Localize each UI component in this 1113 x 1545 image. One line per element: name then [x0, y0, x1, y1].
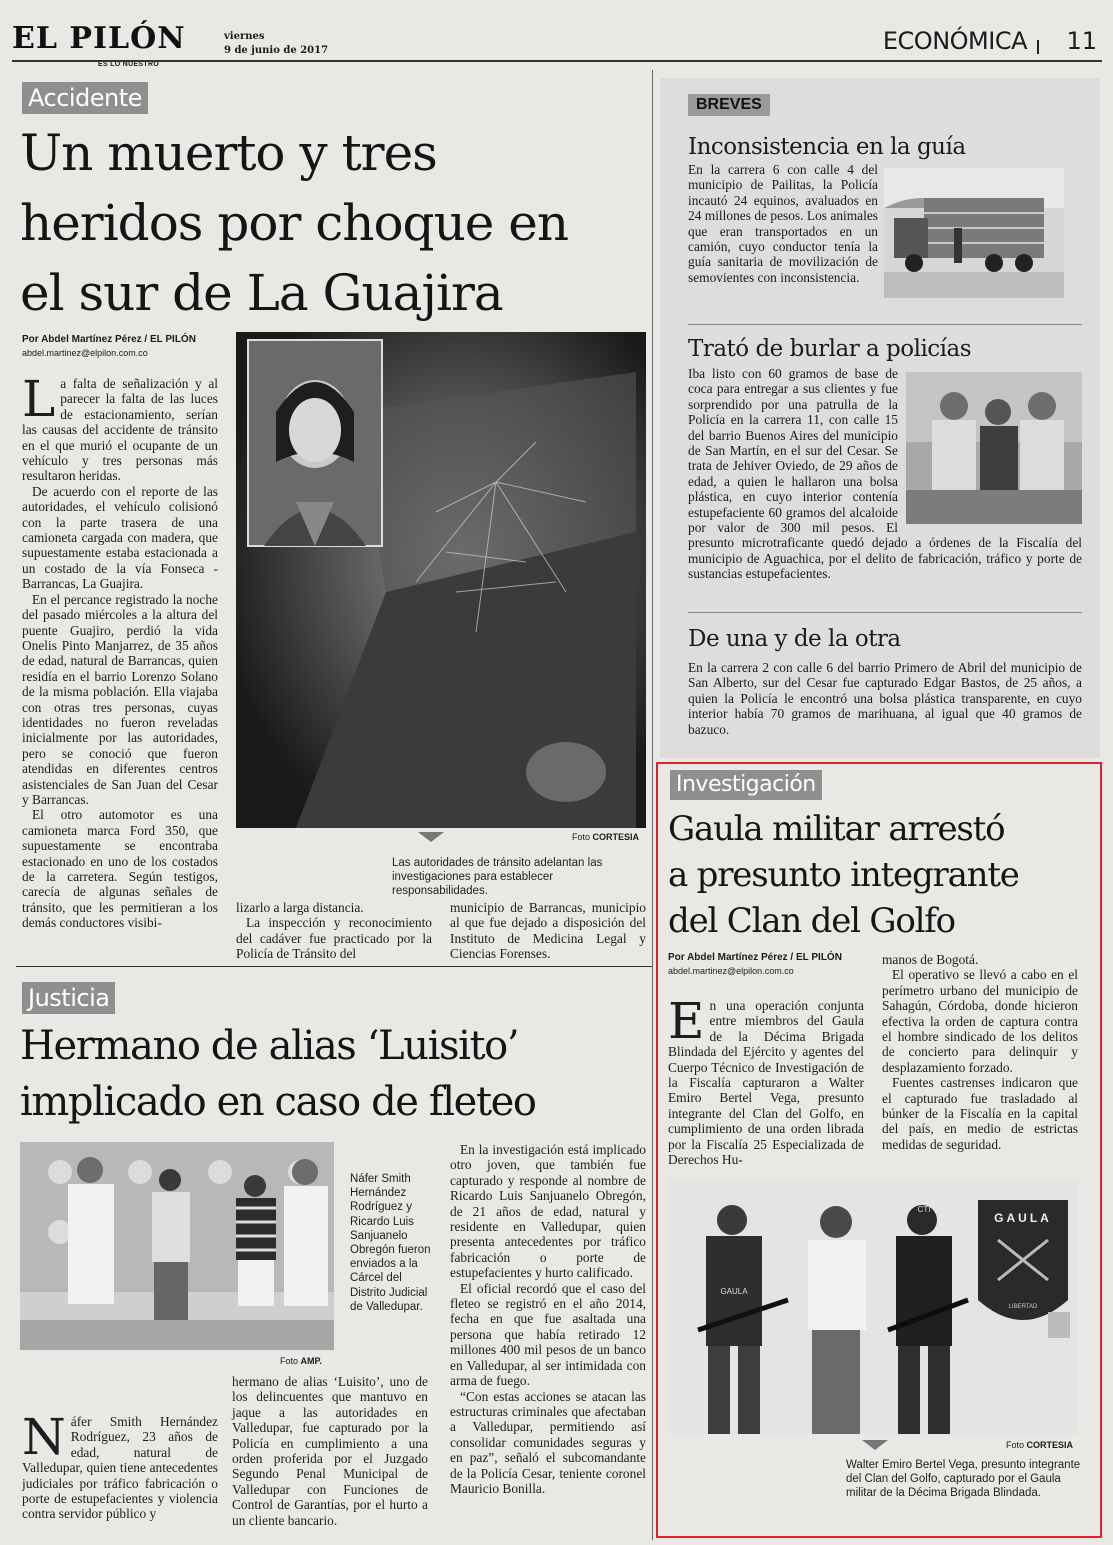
- section-label: ECONÓMICA: [882, 27, 1027, 55]
- article-column: lizarlo a larga distancia. La inspección y reconocimiento del cadáver fue practicado por la Policía de Tránsito del: [236, 900, 432, 962]
- column-divider: [652, 70, 653, 1540]
- article-column: En la investigación está implicado otro joven, que también fue capturado y responde al nombre de Ricardo Luis Sanjuanelo Obregón, de 21 años de edad, natural y residente en Valledupar, quien presenta antecedentes por tráfico fabricación o porte de estupefacientes y hurto calificado. El oficial recordó que el caso del fleteo se registró en el año 2014, fecha en que fue asaltada una persona que había retirado 12 millones 400 mil pesos de un banco en Valledupar, al ser intimidada con arma de fuego. “Con estas acciones se atacan las estructuras criminales que afectaban a Valledupar, permitiendo así consolidar comunidades seguras y en paz”, señaló el subcomandante de la Policía Cesar, teniente coronel Mauricio Bonilla.: [450, 1142, 646, 1496]
- photo-caption: Las autoridades de tránsito adelantan las investigaciones para establecer responsabilidades.: [392, 857, 603, 897]
- edition-date: 9 de junio de 2017: [224, 45, 329, 56]
- article-column: manos de Bogotá. El operativo se llevó a cabo en el perímetro urbano del municipio de Sahagún, Córdoba, donde hicieron efectiva la orden de captura contra el hombre sindicado de los delitos de concierto para delinquir y desplazamiento forzado. Fuentes castrenses indicaron que el capturado fue trasladado al búnker de la Fiscalía en la capital del país, en medio de estrictas medidas de seguridad.: [882, 952, 1078, 1152]
- arrest-photo: [906, 372, 1082, 524]
- photo-credit: Foto CORTESIA: [572, 832, 640, 842]
- vest-text-gaula: GAULA: [720, 1287, 748, 1296]
- paragraph: El otro automotor es una camioneta marca Ford 350, que supuestamente se encontraba estacionado en uno de los costados de la carretera. Según testigos, carecía de algunas señales de tránsito, que les permitieran a los demás conductores visibi-: [22, 807, 218, 931]
- headline-line: Gaula militar arrestó: [668, 809, 1005, 849]
- dropcap: E: [668, 992, 705, 1050]
- breves-tag: BREVES: [688, 94, 770, 116]
- headline-line: del Clan del Golfo: [668, 901, 955, 941]
- headline-line: heridos por choque en: [20, 194, 569, 252]
- newspaper-logo: EL PILÓN ES LO NUESTRO: [12, 21, 186, 68]
- byline-email: abdel.martinez@elpilon.com.co: [668, 966, 794, 976]
- page-number: 11: [1066, 27, 1097, 55]
- photo-caption: Náfer Smith Hernández Rodríguez y Ricardo Luis Sanjuanelo Obregón fueron enviados a la Cárcel del Distrito Judicial de Valledupar.: [350, 1173, 431, 1313]
- section-divider: [16, 966, 652, 967]
- headline-justicia: [20, 1018, 650, 1130]
- accident-photo-illustration: [236, 332, 646, 828]
- highlight-box: [656, 762, 1102, 1538]
- byline: Por Abdel Martínez Pérez / EL PILÓN: [22, 334, 196, 345]
- truck-photo-illustration: [884, 168, 1064, 298]
- headline-line: implicado en caso de fleteo: [20, 1079, 536, 1125]
- dropcap: L: [22, 370, 56, 428]
- gaula-shield-text: GAULA: [994, 1211, 1052, 1225]
- truck-photo: [884, 168, 1064, 298]
- brief-title: Trató de burlar a policías: [688, 336, 972, 362]
- article-column: hermano de alias ‘Luisito’, uno de los delincuentes que mantuvo en jaque a las autoridades en Valledupar, fue capturado por la Policía en cumplimiento a una orden proferida por el Juzgado Segundo Penal Municipal de Valledupar con Funciones de Control de Garantías, por el hurto a un cliente bancario.: [232, 1374, 428, 1528]
- edition-day: viernes: [224, 31, 265, 42]
- photo-credit: Foto AMP.: [280, 1356, 322, 1366]
- photo-caption: Walter Emiro Bertel Vega, presunto integrante del Clan del Golfo, capturado por el Gaula militar de la Décima Brigada Blindada.: [846, 1459, 1081, 1499]
- brief-title: Inconsistencia en la guía: [688, 134, 966, 160]
- brief-text: En la carrera 2 con calle 6 del barrio Primero de Abril del municipio de San Alberto, sur del Cesar fue capturado Edgar Bastos, de 25 años, a quien la Policía le encontró una bolsa plástica transparente, en cuyo interior había 70 gramos de marihuana, al igual que 40 gramos de bazuco.: [688, 660, 1082, 737]
- kicker-investigacion: Investigación: [670, 770, 822, 800]
- accident-photo: [236, 332, 646, 828]
- brief-title: De una y de la otra: [688, 626, 901, 652]
- brief-text: Iba listo con 60 gramos de base de coca para entregar a sus clientes y fue sorprendido por una patrulla de la Policía en la carrera 11, con calle 15 del barrio Buenos Aires del municipio de San Martín, en el sur del Cesar. Se trata de Jehiver Oviedo, de 29 años de edad, a quien le hallaron una bolsa plástica, en cuyo interior contenía estupefaciente 60 gramos del alcaloide por valor de 300 mil pesos. El presunto microtraficante quedó dejado a órdenes de la Fiscalía del municipio de Aguachica, por el delito de fabricación, tráfico y porte de sustancias estupefacientes.: [688, 366, 1082, 582]
- caption-arrow-icon: [418, 832, 444, 842]
- suspects-photo-illustration: [20, 1142, 334, 1350]
- headline-line: a presunto integrante: [668, 855, 1019, 895]
- vest-text-cti: CTI: [917, 1205, 931, 1214]
- byline: Por Abdel Martínez Pérez / EL PILÓN: [668, 952, 842, 963]
- brief-divider: [688, 612, 1082, 613]
- brief-divider: [688, 324, 1082, 325]
- photo-credit: Foto CORTESIA: [1006, 1440, 1074, 1450]
- article-column: En una operación conjunta entre miembros del Gaula de la Décima Brigada Blindada del Ejército y agentes del Cuerpo Técnico de Investigación de la Fiscalía capturaron a Walter Emiro Bertel Vega, presunto integrante del Clan del Golfo, en cumplimiento de una orden librada por la Fiscalía 25 Especializada de Derechos Hu-: [668, 992, 864, 1168]
- headline-accidente: [20, 118, 660, 328]
- page-separator: [1037, 40, 1039, 54]
- byline-email: abdel.martinez@elpilon.com.co: [22, 348, 148, 358]
- headline-line: Un muerto y tres: [20, 124, 437, 182]
- masthead-rule: [12, 60, 1102, 62]
- arrest-photo-illustration: [906, 372, 1082, 524]
- article-column: Náfer Smith Hernández Rodríguez, 23 años de edad, natural de Valledupar, quien tiene antecedentes judiciales por tráfico fabricación o porte de estupefacientes y violencia contra servidor público y: [22, 1408, 218, 1522]
- headline-line: Hermano de alias ‘Luisito’: [20, 1023, 519, 1069]
- dropcap: N: [22, 1408, 66, 1466]
- brief-text: En la carrera 6 con calle 4 del municipio de Pailitas, la Policía incautó 24 equinos, avaluados en 24 millones de pesos. Los animales que eran transportados en un camión, cuyo conductor tenía la guía sanitaria de movilización de semovientes con inconsistencia.: [688, 162, 878, 285]
- article-column: La falta de señalización y al parecer la falta de las luces de estacionamiento, serían las causas del accidente de tránsito en el que murió el ocupante de un vehículo y tres personas más resultaron heridas. De acuerdo con el reporte de las autoridades, el vehículo colisionó con la parte trasera de una camioneta cargada con madera, que supuestamente estaba estacionada a un costado de la vía Fonseca - Barrancas, La Guajira. En el percance registrado la noche del pasado miércoles a la altura del puente Guajiro, perdió la vida Onelis Pinto Manjarrez, de 35 años de edad, natural de Barrancas, quien residía en el barrio Lorenzo Solano de la misma población. Ella viajaba con otras tres personas, cuyas identidades no fueron reveladas inicialmente por las autoridades, pero se conoció que fueron atendidas en diferentes centros asistenciales de San Juan del Cesar y Barrancas. El otro automotor es una camioneta marca Ford 350, que supuestamente se encontraba estacionado en uno de los costados de la carretera. Según testigos, carecía de algunas señales de tránsito, que les permitieran a los demás conductores visibi-: [22, 370, 218, 931]
- article-column: municipio de Barrancas, municipio al que fue dejado a disposición del Instituto de Medicina Legal y Ciencias Forenses.: [450, 900, 646, 962]
- gaula-motto-text: LIBERTAD: [1008, 1304, 1038, 1310]
- kicker-accidente: Accidente: [22, 82, 148, 114]
- kicker-justicia: Justicia: [22, 982, 115, 1014]
- paragraph: De acuerdo con el reporte de las autoridades, el vehículo colisionó con la parte trasera de una camioneta cargada con madera, que supuestamente estaba estacionada a un costado de la vía Fonseca - Barrancas, La Guajira.: [22, 483, 218, 592]
- paragraph: En el percance registrado la noche del pasado miércoles a la altura del puente Guajiro, perdió la vida Onelis Pinto Manjarrez, de 35 años de edad, natural de Barrancas, quien residía en el barrio Lorenzo Solano de la misma población. Ella viajaba con otras tres personas, cuyas identidades no fueron reveladas inicialmente por las autoridades, pero se conoció que fueron atendidas en diferentes centros asistenciales de San Juan del Cesar y Barrancas.: [22, 591, 218, 807]
- suspects-photo: [20, 1142, 334, 1350]
- headline-line: el sur de La Guajira: [20, 264, 503, 322]
